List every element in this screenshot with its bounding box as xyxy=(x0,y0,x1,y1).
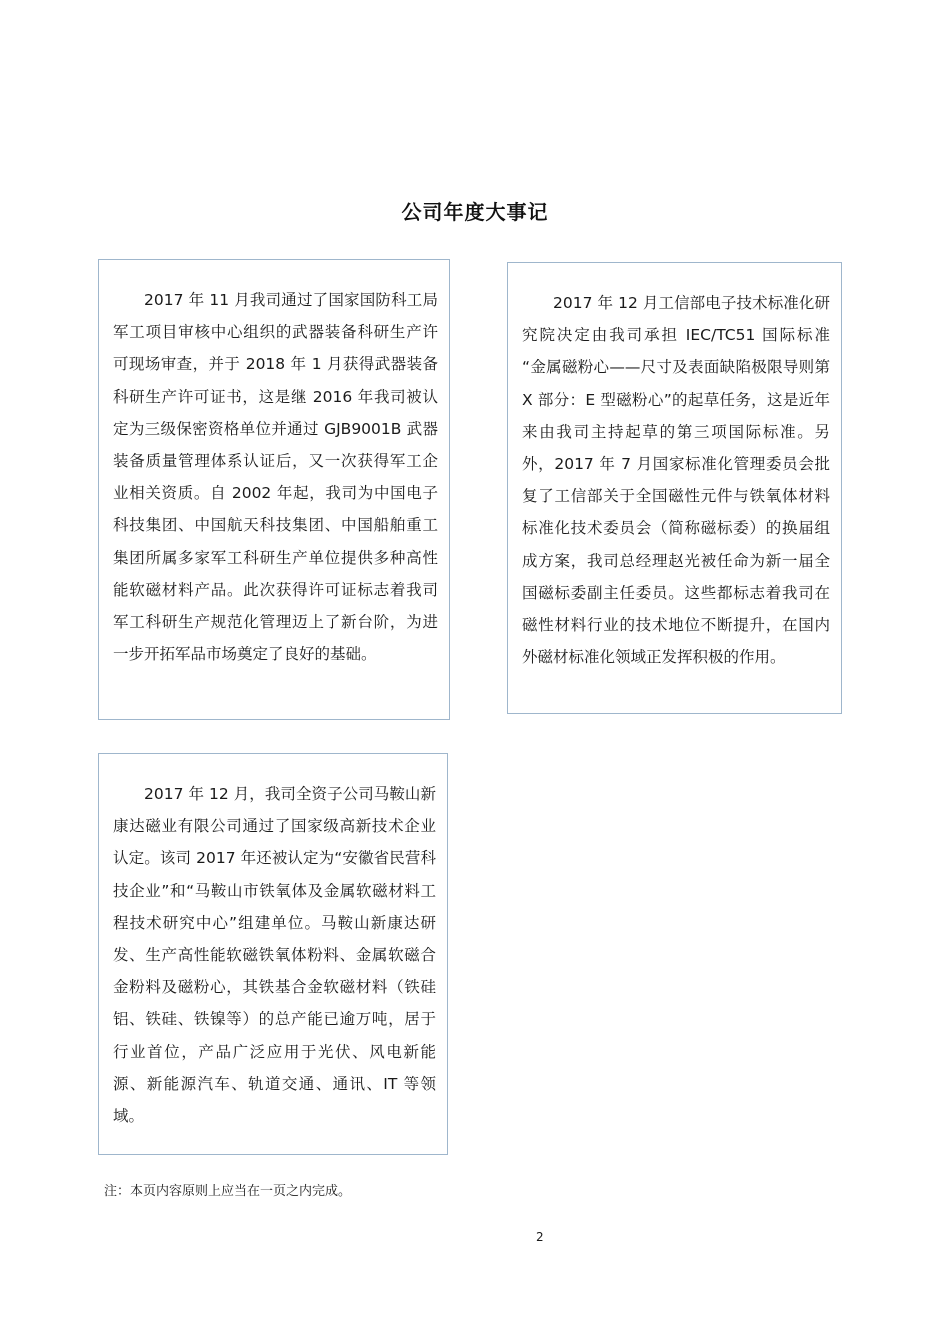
footnote: 注：本页内容原则上应当在一页之内完成。 xyxy=(104,1184,352,1199)
event-box-subsidiary-hightech xyxy=(98,753,448,1155)
event-text: 2017 年 12 月，我司全资子公司马鞍山新康达磁业有限公司通过了国家级高新技术企业认定。该司 2017 年还被认定为“安徽省民营科技企业”和“马鞍山市铁氧体及金属软磁材料工程技术研究中心”组建单位。马鞍山新康达研发、生产高性能软磁铁氧体粉料、金属软磁合金粉料及磁粉心，其铁基合金软磁材料（铁硅铝、铁硅、铁镍等）的总产能已逾万吨，居于行业首位，产品广泛应用于光伏、风电新能源、新能源汽车、轨道交通、通讯、IT 等领域。 xyxy=(113,785,436,1126)
page-number: 2 xyxy=(536,1230,544,1244)
page-title: 公司年度大事记 xyxy=(401,200,549,224)
event-box-iec-standard xyxy=(507,262,842,714)
event-box-military-license xyxy=(98,259,450,720)
event-text: 2017 年 11 月我司通过了国家国防科工局军工项目审核中心组织的武器装备科研生产许可现场审查，并于 2018 年 1 月获得武器装备科研生产许可证书，这是继 2016 年我司被认定为三级保密资格单位并通过 GJB9001B 武器装备质量管理体系认证后，又一次获得军工企业相关资质。自 2002 年起，我司为中国电子科技集团、中国航天科技集团、中国船舶重工集团所属多家军工科研生产单位提供多种高性能软磁材料产品。此次获得许可证标志着我司军工科研生产规范化管理迈上了新台阶，为进一步开拓军品市场奠定了良好的基础。 xyxy=(113,291,438,664)
event-text: 2017 年 12 月工信部电子技术标准化研究院决定由我司承担 IEC/TC51 国际标准 “金属磁粉心——尺寸及表面缺陷极限导则第 X 部分：E 型磁粉心”的起草任务，这是近年来由我司主持起草的第三项国际标准。另外，2017 年 7 月国家标准化管理委员会批复了工信部关于全国磁性元件与铁氧体材料标准化技术委员会（简称磁标委）的换届组成方案，我司总经理赵光被任命为新一届全国磁标委副主任委员。这些都标志着我司在磁性材料行业的技术地位不断提升，在国内外磁材标准化领域正发挥积极的作用。 xyxy=(522,294,830,667)
